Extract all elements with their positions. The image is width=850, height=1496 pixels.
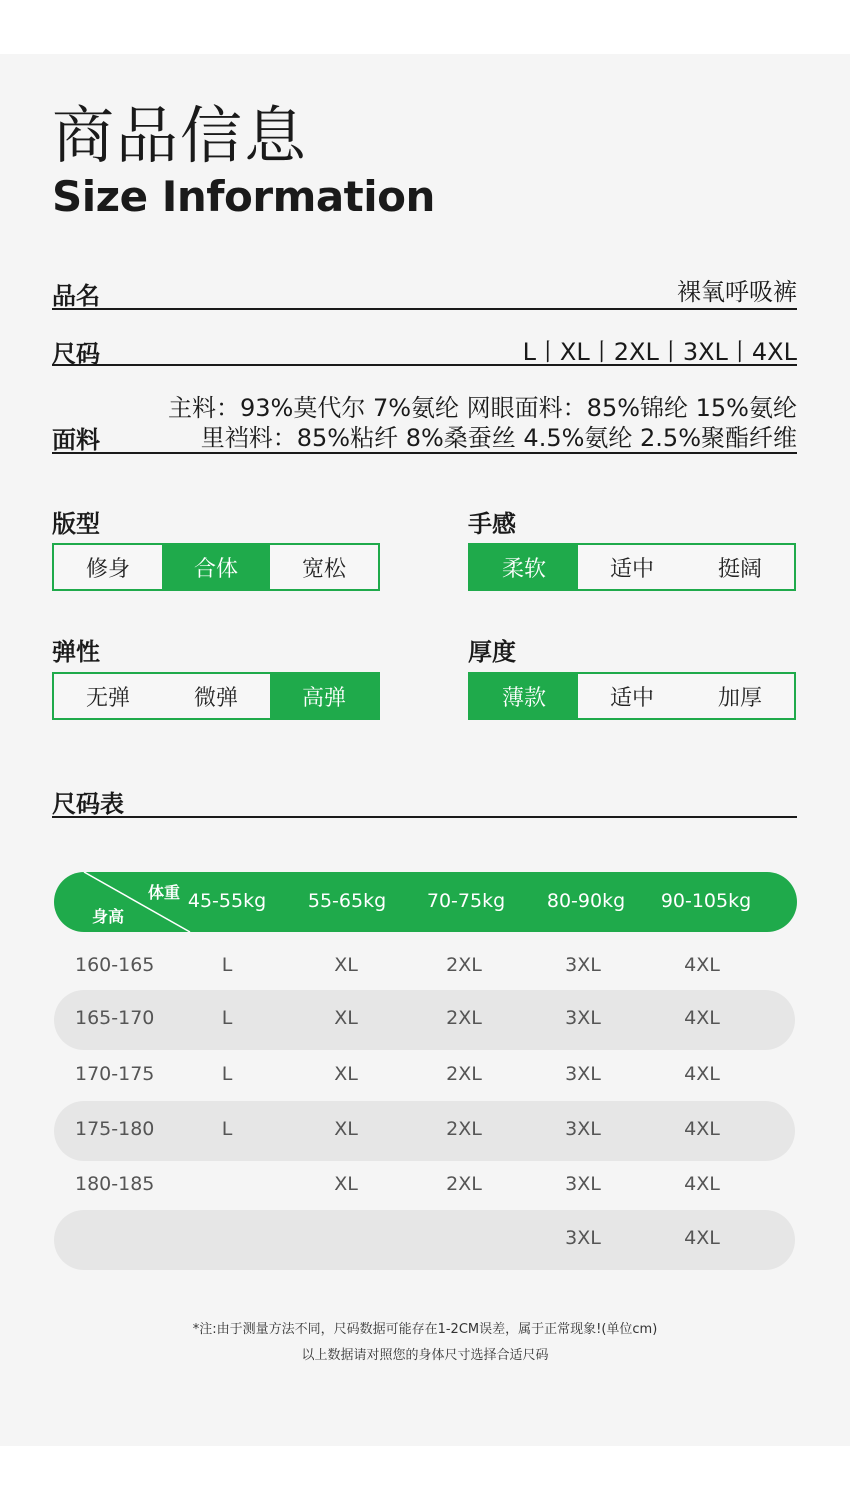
size-cell: 3XL bbox=[565, 1063, 601, 1085]
table-row bbox=[54, 1210, 795, 1270]
height-cell: 175-180 bbox=[75, 1118, 155, 1140]
weight-column-header: 55-65kg bbox=[307, 890, 387, 912]
weight-column-header: 45-55kg bbox=[187, 890, 267, 912]
page-subtitle: Size Information bbox=[52, 172, 435, 221]
size-cell: 2XL bbox=[446, 1173, 482, 1195]
size-cell: 3XL bbox=[565, 954, 601, 976]
fit-option[interactable]: 宽松 bbox=[301, 556, 346, 582]
height-cell: 160-165 bbox=[75, 954, 155, 976]
size-cell: XL bbox=[334, 954, 358, 976]
size-cell: XL bbox=[334, 1173, 358, 1195]
size-cell: 3XL bbox=[565, 1118, 601, 1140]
feel-selector bbox=[468, 543, 796, 591]
fabric-line-1: 主料：93%莫代尔 7%氨纶 网眼面料：85%锦纶 15%氨纶 bbox=[168, 394, 797, 422]
table-row bbox=[54, 937, 795, 997]
fabric-line-2: 里裆料：85%粘纤 8%桑蚕丝 4.5%氨纶 2.5%聚酯纤维 bbox=[200, 424, 797, 452]
size-cell: 2XL bbox=[446, 1063, 482, 1085]
note-line-1: *注:由于测量方法不同，尺码数据可能存在1-2CM误差，属于正常现象!(单位cm) bbox=[192, 1322, 658, 1337]
product-name-row bbox=[52, 270, 797, 310]
elasticity-option[interactable]: 微弹 bbox=[193, 685, 238, 711]
size-table-header bbox=[54, 872, 797, 932]
table-row bbox=[54, 1101, 795, 1161]
weight-column-header: 70-75kg bbox=[426, 890, 506, 912]
size-label: 尺码 bbox=[52, 340, 100, 368]
size-chart-divider bbox=[52, 816, 797, 818]
size-cell: 4XL bbox=[684, 1227, 720, 1249]
size-cell: 3XL bbox=[565, 1007, 601, 1029]
thickness-option[interactable]: 薄款 bbox=[470, 674, 578, 718]
weight-header: 体重 bbox=[148, 883, 181, 902]
product-name-value: 裸氧呼吸裤 bbox=[677, 278, 797, 306]
fit-selector bbox=[52, 543, 380, 591]
height-cell: 170-175 bbox=[75, 1063, 155, 1085]
size-cell: 2XL bbox=[446, 1007, 482, 1029]
size-cell: 4XL bbox=[684, 1118, 720, 1140]
size-cell: 2XL bbox=[446, 1118, 482, 1140]
size-row bbox=[52, 330, 797, 366]
feel-option[interactable]: 柔软 bbox=[470, 545, 578, 589]
size-cell: 4XL bbox=[684, 954, 720, 976]
thickness-title: 厚度 bbox=[468, 638, 516, 666]
size-value: L丨XL丨2XL丨3XL丨4XL bbox=[522, 338, 797, 366]
height-cell: 180-185 bbox=[75, 1173, 155, 1195]
fabric-row bbox=[52, 388, 797, 454]
size-cell: L bbox=[221, 1063, 233, 1085]
elasticity-selector bbox=[52, 672, 380, 720]
size-chart-title: 尺码表 bbox=[52, 790, 124, 818]
size-cell: L bbox=[221, 954, 233, 976]
size-cell: 4XL bbox=[684, 1007, 720, 1029]
feel-option[interactable]: 适中 bbox=[609, 556, 654, 582]
fit-option[interactable]: 合体 bbox=[162, 545, 270, 589]
size-cell: 4XL bbox=[684, 1173, 720, 1195]
table-row bbox=[54, 1156, 795, 1216]
page-title: 商品信息 bbox=[52, 99, 309, 172]
elasticity-title: 弹性 bbox=[52, 638, 100, 666]
feel-title: 手感 bbox=[468, 510, 516, 538]
fit-option[interactable]: 修身 bbox=[85, 556, 130, 582]
size-cell: L bbox=[221, 1118, 233, 1140]
elasticity-option[interactable]: 无弹 bbox=[85, 685, 130, 711]
thickness-selector bbox=[468, 672, 796, 720]
fabric-label: 面料 bbox=[52, 426, 100, 454]
size-cell: XL bbox=[334, 1063, 358, 1085]
feel-option[interactable]: 挺阔 bbox=[717, 556, 762, 582]
thickness-option[interactable]: 适中 bbox=[609, 685, 654, 711]
fit-title: 版型 bbox=[52, 510, 100, 538]
size-cell: 3XL bbox=[565, 1227, 601, 1249]
weight-column-header: 90-105kg bbox=[660, 890, 752, 912]
table-row bbox=[54, 1046, 795, 1106]
size-cell: 3XL bbox=[565, 1173, 601, 1195]
elasticity-option[interactable]: 高弹 bbox=[270, 674, 378, 718]
table-row bbox=[54, 990, 795, 1050]
size-cell: 4XL bbox=[684, 1063, 720, 1085]
note-line-2: 以上数据请对照您的身体尺寸选择合适尺码 bbox=[301, 1348, 549, 1363]
size-cell: XL bbox=[334, 1007, 358, 1029]
size-cell: L bbox=[221, 1007, 233, 1029]
height-cell: 165-170 bbox=[75, 1007, 155, 1029]
product-name-label: 品名 bbox=[52, 282, 100, 310]
size-cell: 2XL bbox=[446, 954, 482, 976]
weight-column-header: 80-90kg bbox=[546, 890, 626, 912]
height-header: 身高 bbox=[92, 907, 125, 926]
size-cell: XL bbox=[334, 1118, 358, 1140]
thickness-option[interactable]: 加厚 bbox=[717, 685, 762, 711]
